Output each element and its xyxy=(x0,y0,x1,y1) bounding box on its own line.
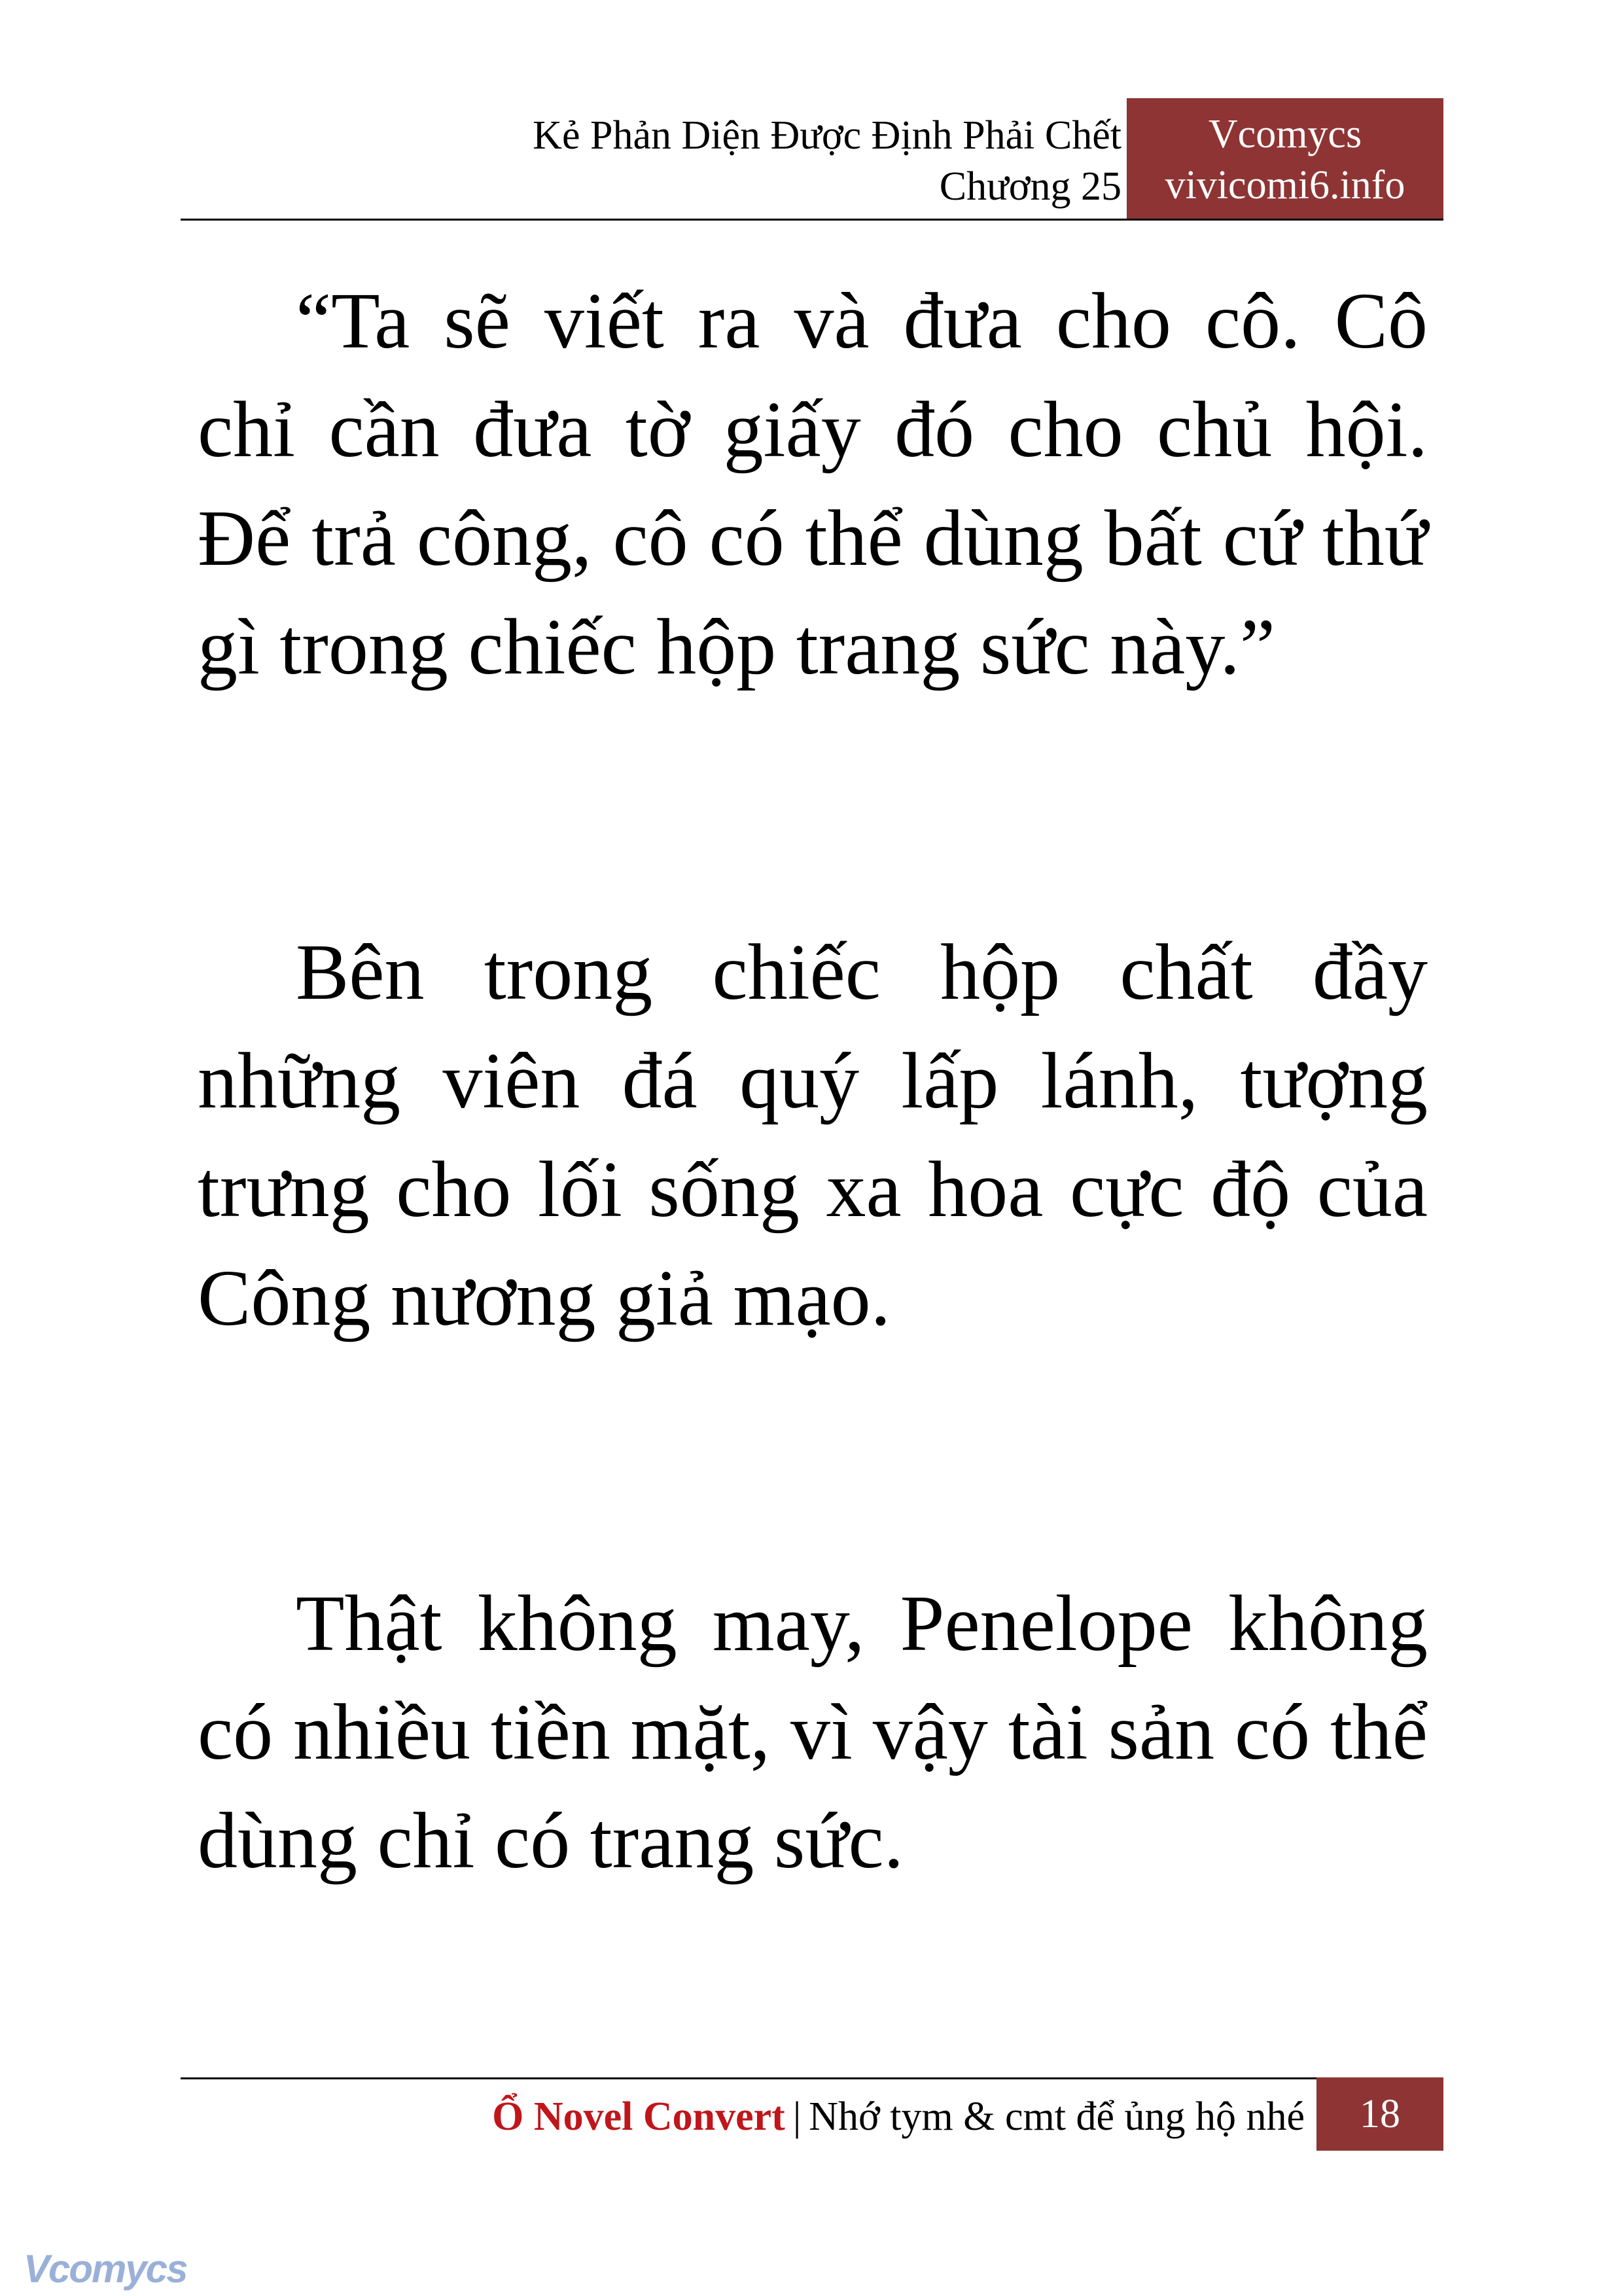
footer-message: Nhớ tym & cmt để ủng hộ nhé xyxy=(809,2094,1305,2139)
source-badge xyxy=(1127,98,1443,220)
source-name: Vcomycs xyxy=(1208,112,1362,156)
footer-divider xyxy=(181,2077,1336,2079)
page-number: 18 xyxy=(1316,2077,1443,2151)
page-header xyxy=(533,110,1121,212)
header-divider xyxy=(181,219,1443,221)
paragraph: “Ta sẽ viết ra và đưa cho cô. Cô chỉ cần đưa tờ giấy đó cho chủ hội. Để trả công, cô có thể dùng bất cứ thứ gì trong chiếc hộp trang sức này.” xyxy=(198,277,1428,691)
page-footer xyxy=(492,2092,1305,2142)
book-title: Kẻ Phản Diện Được Định Phải Chết xyxy=(533,113,1121,158)
source-url: vivicomi6.info xyxy=(1165,163,1405,207)
paragraph: Thật không may, Penelope không có nhiều tiền mặt, vì vậy tài sản có thể dùng chỉ có trang sức. xyxy=(198,1579,1428,1885)
footer-separator: | xyxy=(792,2094,802,2139)
paragraph: Bên trong chiếc hộp chất đầy những viên đá quý lấp lánh, tượng trưng cho lối sống xa hoa cực độ của Công nương giả mạo. xyxy=(198,928,1428,1342)
footer-brand: Ổ Novel Convert xyxy=(492,2094,785,2139)
chapter-label: Chương 25 xyxy=(939,164,1121,209)
chapter-body xyxy=(198,267,1428,1895)
watermark-logo: Vcomycs xyxy=(24,2247,187,2291)
